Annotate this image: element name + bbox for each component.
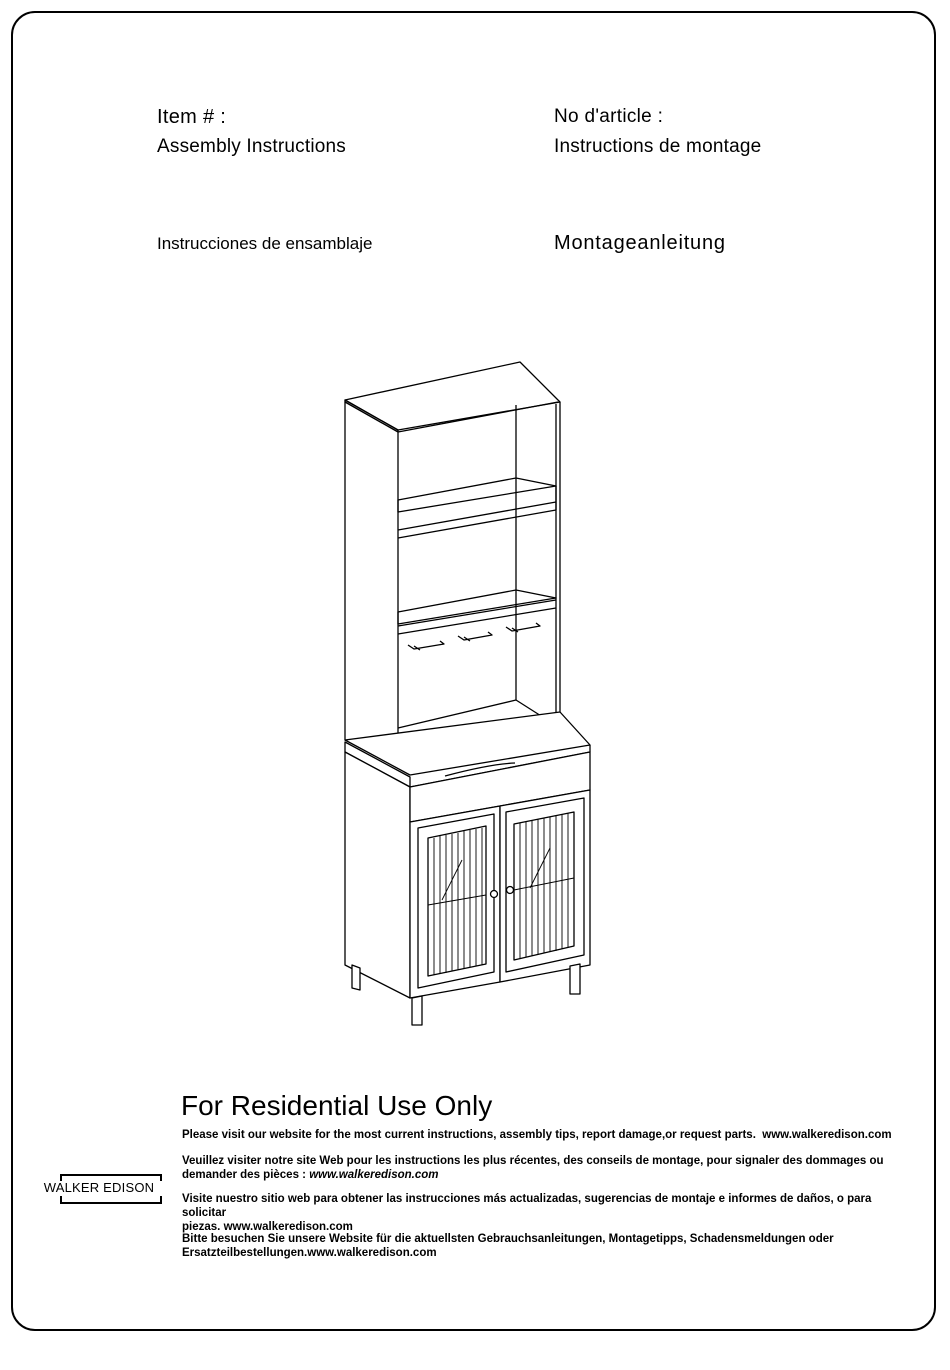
logo-text: WALKER EDISON	[43, 1180, 155, 1195]
website-link-es[interactable]: www.walkeredison.com	[223, 1221, 353, 1233]
notice-fr	[182, 1154, 912, 1182]
website-link-de[interactable]: www.walkeredison.com	[307, 1247, 437, 1259]
item-number-label-fr: No d'article :	[554, 106, 664, 127]
notice-de	[182, 1232, 912, 1260]
notice-es-line1: Visite nuestro sitio web para obtener las instrucciones más actualizadas, sugerencias de montaje e informes de daños, o para solicitar	[182, 1193, 872, 1219]
notice-en	[182, 1128, 912, 1142]
item-number-label-en: Item # :	[157, 106, 227, 128]
notice-fr-line1: Veuillez visiter notre site Web pour les instructions les plus récentes, des conseils de montage, pour signaler des dommages ou	[182, 1155, 884, 1167]
title-en: Assembly Instructions	[157, 136, 346, 157]
notice-en-text: Please visit our website for the most current instructions, assembly tips, report damage,or request parts.	[182, 1129, 756, 1141]
notice-de-line2: Ersatzteilbestellungen.	[182, 1247, 308, 1259]
notice-fr-line2: demander des pièces :	[182, 1169, 306, 1181]
walker-edison-logo	[40, 1174, 158, 1204]
notice-de-line1: Bitte besuchen Sie unsere Website für die aktuellsten Gebrauchsanleitungen, Montagetipps, Schadensmeldungen oder	[182, 1233, 834, 1245]
title-es: Instrucciones de ensamblaje	[157, 234, 373, 253]
bar-cabinet-line-drawing-icon	[330, 355, 610, 1035]
title-fr: Instructions de montage	[554, 136, 762, 157]
website-link-en[interactable]: www.walkeredison.com	[762, 1129, 892, 1141]
notice-es-line2: piezas.	[182, 1221, 221, 1233]
notice-es	[182, 1192, 912, 1234]
residential-use-heading: For Residential Use Only	[181, 1090, 493, 1121]
title-de: Montageanleitung	[554, 232, 726, 254]
website-link-fr[interactable]: www.walkeredison.com	[309, 1169, 439, 1181]
